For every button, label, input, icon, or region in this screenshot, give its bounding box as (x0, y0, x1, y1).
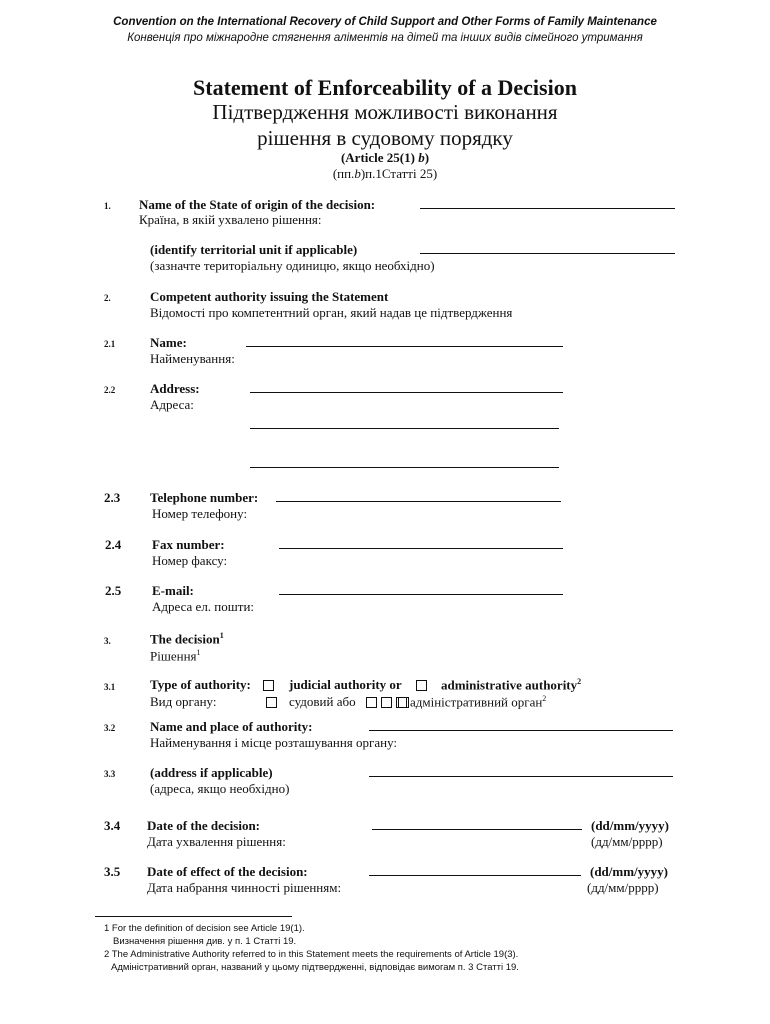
decision-heading-uk: Рішення$^1$ (150, 648, 201, 664)
field-number: 3.4 (104, 818, 121, 833)
territorial-unit-label-uk: (зазначте територіальну одиницю, якщо необхідно) (150, 258, 435, 273)
footnote-1-uk: Визначення рішення див. у п. 1 Статті 19. (113, 936, 297, 947)
field-number: 3.1 (104, 682, 116, 692)
telephone-input-line[interactable] (276, 501, 561, 502)
fax-label-uk: Номер факсу: (152, 553, 228, 568)
decision-heading: The decision$^1$ (150, 631, 224, 647)
territorial-unit-input-line[interactable] (420, 253, 675, 254)
document-title-en: Statement of Enforceability of a Decision (193, 75, 577, 100)
state-of-origin-label: Name of the State of origin of the decision: (139, 197, 376, 212)
garbled-glyph-box (381, 697, 392, 708)
authority-address-input-line[interactable] (369, 776, 673, 777)
authority-type-label: Type of authority: (150, 677, 251, 692)
decision-date-format-uk: (дд/мм/рррр) (591, 834, 663, 849)
effect-date-format: (dd/mm/yyyy) (590, 864, 668, 879)
territorial-unit-label: (identify territorial unit if applicable) (150, 242, 358, 257)
document-title-uk-line2: рішення в судовому порядку (257, 126, 513, 150)
field-number: 2.3 (104, 490, 121, 505)
administrative-authority-checkbox-uk[interactable] (398, 697, 409, 708)
judicial-authority-option: judicial authority or (289, 677, 402, 692)
authority-type-label-uk: Вид органу: (150, 694, 217, 709)
administrative-authority-checkbox[interactable] (416, 680, 427, 691)
decision-date-input-line[interactable] (372, 829, 582, 830)
effect-date-format-uk: (дд/мм/рррр) (587, 880, 659, 895)
effect-date-input-line[interactable] (369, 875, 581, 876)
article-reference-uk: (пп.b)п.1Статті 25) (332, 166, 438, 181)
field-number: 2.4 (105, 537, 122, 552)
field-number: 1. (104, 201, 111, 211)
state-of-origin-input-line[interactable] (420, 208, 675, 209)
effect-date-label-uk: Дата набрання чинності рішенням: (147, 880, 342, 895)
address-input-line-3[interactable] (250, 467, 559, 468)
email-label: E-mail: (152, 583, 194, 598)
field-number: 2. (104, 293, 111, 303)
garbled-glyph-box (366, 697, 377, 708)
field-number: 2.5 (105, 583, 122, 598)
effect-date-label: Date of effect of the decision: (147, 864, 308, 879)
footnote-2: 2 The Administrative Authority referred to in this Statement meets the requirements of Article 19(3). (104, 949, 519, 960)
authority-name-label-uk: Найменування: (150, 351, 235, 366)
field-number: 3.3 (104, 769, 116, 779)
fax-input-line[interactable] (279, 548, 563, 549)
email-input-line[interactable] (279, 594, 563, 595)
administrative-authority-option-uk: адміністративний орган$^2$ (410, 694, 547, 710)
footnote-1: 1 For the definition of decision see Article 19(1). (104, 923, 305, 934)
competent-authority-heading: Competent authority issuing the Statement (150, 289, 389, 304)
authority-address-label: (address if applicable) (150, 765, 273, 780)
decision-date-label: Date of the decision: (147, 818, 261, 833)
judicial-authority-checkbox-uk[interactable] (266, 697, 277, 708)
email-label-uk: Адреса ел. пошти: (152, 599, 255, 614)
telephone-label: Telephone number: (150, 490, 259, 505)
field-number: 3.5 (104, 864, 121, 879)
address-label-uk: Адреса: (150, 397, 194, 412)
competent-authority-heading-uk: Відомості про компетентний орган, який надав це підтвердження (150, 305, 513, 320)
field-number: 2.1 (104, 339, 116, 349)
convention-title-uk: Конвенція про міжнародне стягнення аліментів на дітей та інших видів сімейного утримання (127, 32, 643, 44)
footnote-2-uk: Адміністративний орган, названий у цьому підтвердженні, відповідає вимогам п. 3 Статті 19. (111, 962, 519, 973)
decision-date-label-uk: Дата ухвалення рішення: (147, 834, 286, 849)
field-number: 2.2 (104, 385, 116, 395)
authority-name-place-label-uk: Найменування і місце розташування органу: (150, 735, 398, 750)
convention-title-en: Convention on the International Recovery of Child Support and Other Forms of Family Maintenance (113, 16, 657, 28)
authority-address-label-uk: (адреса, якщо необхідно) (150, 781, 290, 796)
address-input-line-1[interactable] (250, 392, 563, 393)
administrative-authority-option: administrative authority$^2$ (441, 677, 582, 693)
state-of-origin-label-uk: Країна, в якій ухвалено рішення: (139, 212, 322, 227)
article-reference-en: (Article 25(1) b) (340, 150, 430, 165)
document-title-uk-line1: Підтвердження можливості виконання (212, 100, 558, 124)
authority-name-place-input-line[interactable] (369, 730, 673, 731)
fax-label: Fax number: (152, 537, 225, 552)
judicial-authority-checkbox[interactable] (263, 680, 274, 691)
authority-name-label: Name: (150, 335, 187, 350)
footnote-separator (95, 916, 292, 917)
decision-date-format: (dd/mm/yyyy) (591, 818, 669, 833)
authority-name-place-label: Name and place of authority: (150, 719, 313, 734)
field-number: 3.2 (104, 723, 116, 733)
judicial-authority-option-uk: судовий або (289, 694, 356, 709)
authority-name-input-line[interactable] (246, 346, 563, 347)
telephone-label-uk: Номер телефону: (152, 506, 248, 521)
address-input-line-2[interactable] (250, 428, 559, 429)
address-label: Address: (150, 381, 200, 396)
field-number: 3. (104, 636, 111, 646)
